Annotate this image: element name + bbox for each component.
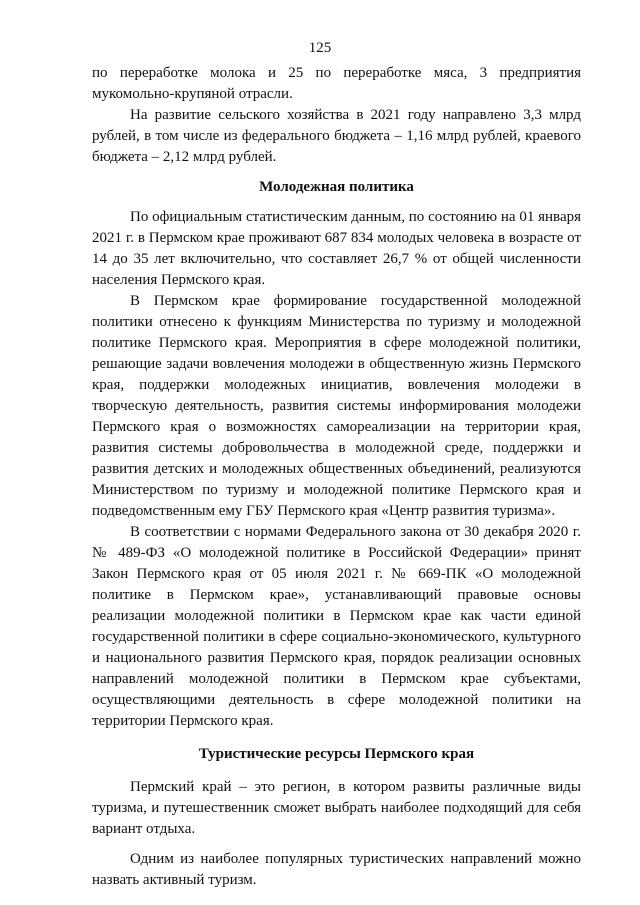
document-body bbox=[92, 63, 581, 891]
spacer bbox=[92, 732, 581, 744]
spacer bbox=[92, 840, 581, 849]
paragraph-continuation: по переработке молока и 25 по переработке мяса, 3 предприятия мукомольно-крупяной отрасли. bbox=[92, 65, 581, 102]
section-heading-tourism-resources: Туристические ресурсы Пермского края bbox=[198, 746, 475, 762]
paragraph-agriculture-funding: На развитие сельского хозяйства в 2021 году направлено 3,3 млрд рублей, в том числе из федерального бюджета – 1,16 млрд рублей, краевого бюджета – 2,12 млрд рублей. bbox=[92, 107, 581, 165]
paragraph-youth-statistics: По официальным статистическим данным, по состоянию на 01 января 2021 г. в Пермском крае проживают 687 834 молодых человека в возрасте от 14 до 35 лет включительно, что составляет 26,7 % от общей численности населения Пермского края. bbox=[92, 209, 581, 288]
section-heading-youth-policy: Молодежная политика bbox=[259, 179, 414, 195]
page-number: 125 bbox=[308, 40, 332, 56]
spacer bbox=[92, 765, 581, 777]
paragraph-active-tourism: Одним из наиболее популярных туристических направлений можно назвать активный туризм. bbox=[92, 851, 581, 888]
spacer bbox=[92, 168, 581, 177]
paragraph-youth-law: В соответствии с нормами Федерального закона от 30 декабря 2020 г. № 489-ФЗ «О молодежной политике в Российской Федерации» принят Закон Пермского края от 05 июля 2021 г. № 669-ПК «О молодежной политике в Пермском крае», устанавливающий правовые основы реализации молодежной политики в Пермском крае как части единой государственной политики в сфере социально-экономического, культурного и национального развития Пермского края, порядок реализации основных направлений молодежной политики в Пермском крае субъектами, осуществляющими деятельность в сфере молодежной политики на территории Пермского края. bbox=[92, 524, 581, 729]
paragraph-youth-ministry: В Пермском крае формирование государственной молодежной политики отнесено к функциям Министерства по туризму и молодежной политике Пермского края. Мероприятия в сфере молодежной политики, решающие задачи вовлечения молодежи в общественную жизнь Пермского края, поддержки молодежных инициатив, вовлечения молодежи в творческую деятельность, развития системы информирования молодежи Пермского края о возможностях самореализации на территории края, развития системы добровольчества в молодежной среде, поддержки и развития детских и молодежных общественных объединений, реализуются Министерством по туризму и молодежной политике Пермского края и подведомственным ему ГБУ Пермского края «Центр развития туризма». bbox=[92, 293, 581, 519]
paragraph-tourism-region: Пермский край – это регион, в котором развиты различные виды туризма, и путешественник сможет выбрать наиболее подходящий для себя вариант отдыха. bbox=[92, 779, 581, 837]
spacer bbox=[92, 198, 581, 207]
